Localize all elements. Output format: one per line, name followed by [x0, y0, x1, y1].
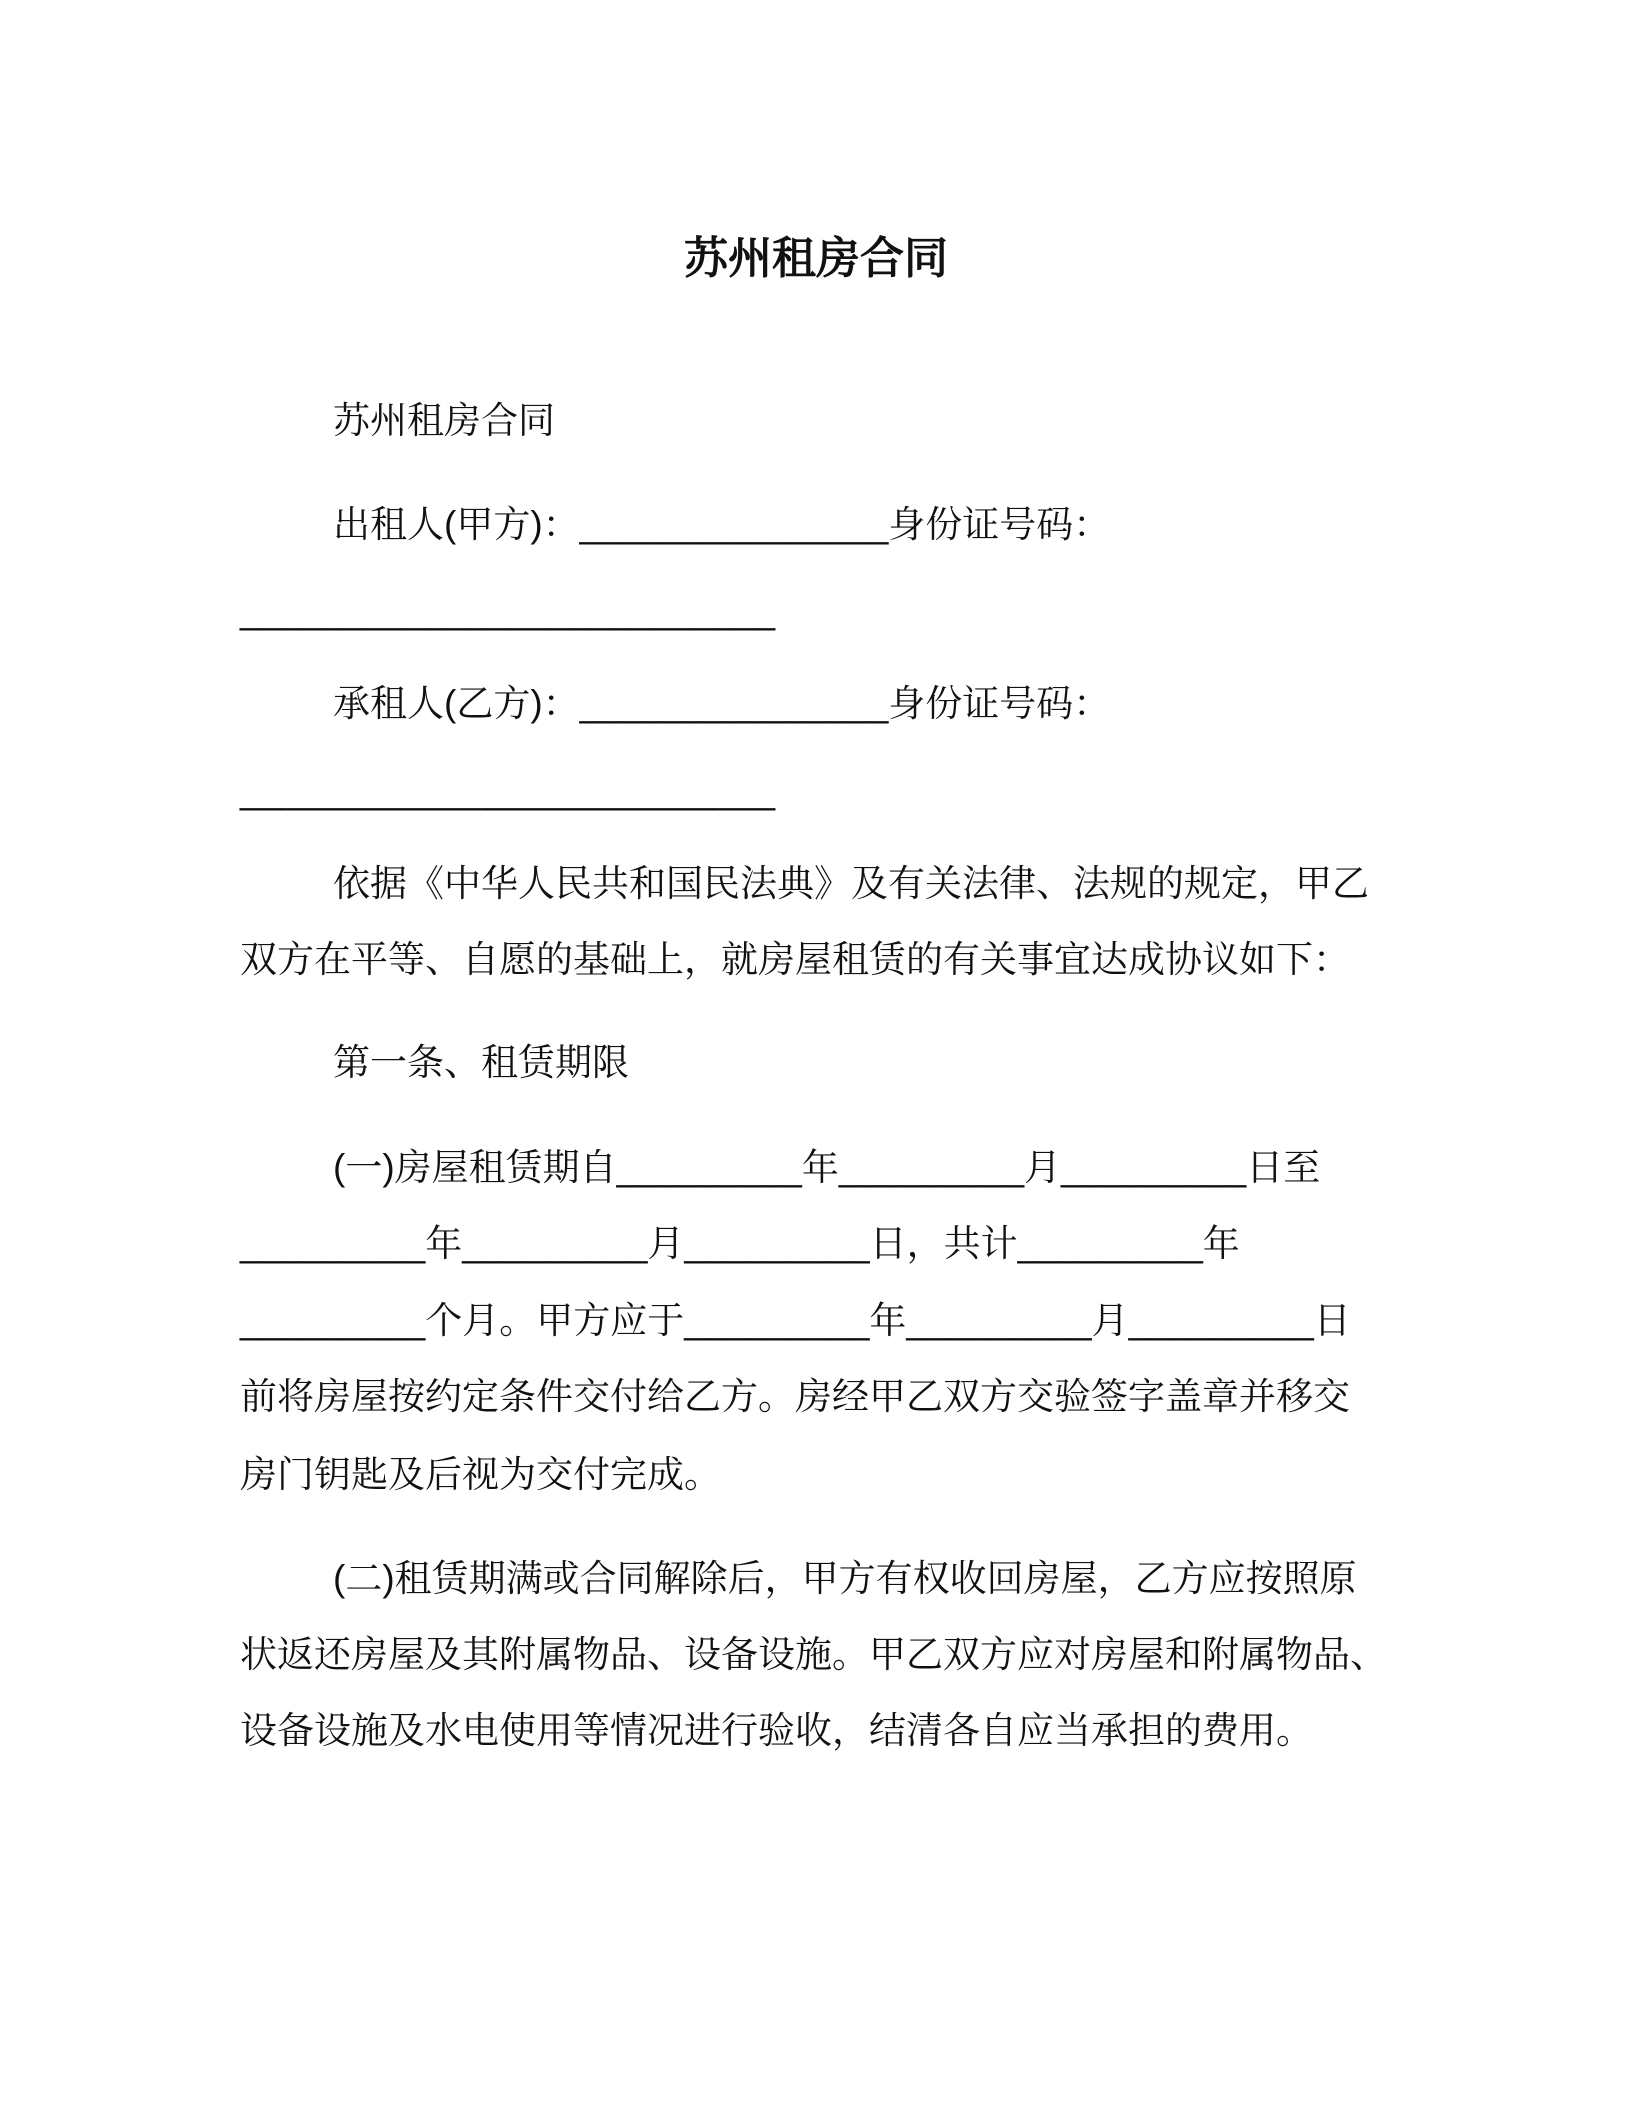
- clause-1-line-3: _________个月。甲方应于_________年_________月_________日: [240, 1300, 1351, 1341]
- preamble-line-1: 依据《中华人民共和国民法典》及有关法律、法规的规定，甲乙: [333, 863, 1369, 904]
- lessee-line: 承租人(乙方)：_______________身份证号码：: [333, 683, 1111, 724]
- clause-1-line-4: 前将房屋按约定条件交付给乙方。房经甲乙双方交验签字盖章并移交: [240, 1376, 1350, 1417]
- document-title: 苏州租房合同: [684, 234, 948, 283]
- clause-2-line-2: 状返还房屋及其附属物品、设备设施。甲乙双方应对房屋和附属物品、: [240, 1634, 1387, 1675]
- clause-2-line-3: 设备设施及水电使用等情况进行验收，结清各自应当承担的费用。: [240, 1710, 1313, 1751]
- lessor-id-blank: __________________________: [240, 590, 776, 631]
- subtitle-line: 苏州租房合同: [333, 400, 555, 441]
- clause-1-line-2: _________年_________月_________日，共计_________年: [240, 1223, 1240, 1264]
- clause-1-line-5: 房门钥匙及后视为交付完成。: [240, 1454, 721, 1495]
- preamble-line-2: 双方在平等、自愿的基础上，就房屋租赁的有关事宜达成协议如下：: [240, 939, 1350, 980]
- lessee-id-blank: __________________________: [240, 770, 776, 811]
- clause-1-line-1: (一)房屋租赁期自_________年_________月_________日至: [333, 1147, 1321, 1188]
- clause-2-line-1: (二)租赁期满或合同解除后，甲方有权收回房屋，乙方应按照原: [333, 1558, 1357, 1599]
- lessor-line: 出租人(甲方)：_______________身份证号码：: [333, 504, 1111, 545]
- article-1-heading: 第一条、租赁期限: [333, 1042, 629, 1083]
